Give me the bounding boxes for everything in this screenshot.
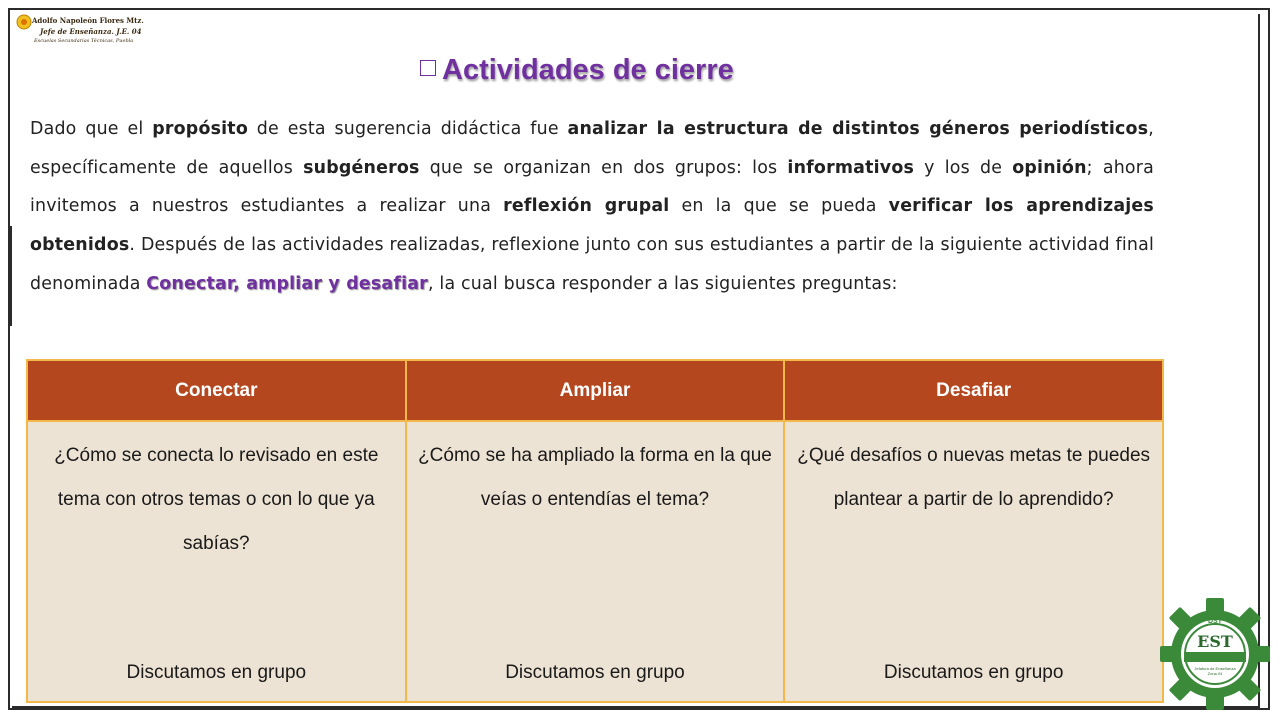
text-run: que se organizan en dos grupos: los <box>419 157 788 178</box>
table-header-row <box>27 360 1163 421</box>
question-conectar: ¿Cómo se conecta lo revisado en este tema con otros temas o con lo que ya sabías? <box>54 445 379 554</box>
gear-logo-caption: Jefatura de Enseñanza Zona 04 <box>1194 666 1236 676</box>
header-ampliar: Ampliar <box>406 360 785 421</box>
bold-run: informativos <box>787 157 915 178</box>
author-logo <box>14 12 144 48</box>
bold-run: propósito <box>152 119 248 139</box>
intro-paragraph <box>30 110 1154 304</box>
discussion-ampliar: Discutamos en grupo <box>505 662 685 683</box>
gear-logo <box>1158 596 1272 712</box>
cell-ampliar <box>406 421 785 702</box>
logo-line-2: Jefe de Enseñanza. J.E. 04 <box>40 27 142 36</box>
text-run: , la cual busca responder a las siguientes preguntas: <box>427 273 898 294</box>
cell-conectar <box>27 421 406 702</box>
bold-run: analizar la estructura de distintos géneros periodísticos <box>567 119 1149 139</box>
frame-accent <box>8 226 12 326</box>
cell-desafiar <box>784 421 1163 702</box>
page-title <box>420 54 734 87</box>
logo-line-3: Escuelas Secundarias Técnicas, Puebla <box>34 38 134 44</box>
table-row <box>27 421 1163 702</box>
text-run: Dado que el <box>30 119 153 139</box>
discussion-desafiar: Discutamos en grupo <box>883 662 1064 683</box>
gear-logo-icon <box>1158 596 1272 712</box>
header-desafiar: Desafiar <box>784 360 1163 421</box>
question-ampliar: ¿Cómo se ha ampliado la forma en la que veías o entendías el tema? <box>418 445 772 510</box>
bold-run: reflexión grupal <box>503 196 670 217</box>
activity-name-highlight: Conectar, ampliar y desafiar <box>146 273 428 294</box>
text-run: de esta sugerencia didáctica fue <box>247 119 568 139</box>
logo-line-1: Adolfo Napoleón Flores Mtz. <box>32 16 144 25</box>
gear-logo-top: DST <box>1208 618 1222 625</box>
question-desafiar: ¿Qué desafíos o nuevas metas te puedes plantear a partir de lo aprendido? <box>797 445 1151 510</box>
page-title-text: Actividades de cierre <box>442 54 734 86</box>
text-run: en la que se pueda <box>669 196 889 217</box>
bold-run: opinión <box>1012 157 1087 178</box>
sun-logo-icon <box>14 12 34 32</box>
text-run: y los de <box>914 157 1013 178</box>
bold-run: subgéneros <box>303 157 420 178</box>
text-run: . Después de las actividades realizadas, reflexione junto con sus estudiantes a partir de la siguiente actividad final denominada <box>30 235 1154 294</box>
header-conectar: Conectar <box>27 360 406 421</box>
activity-table <box>26 359 1164 703</box>
square-bullet-icon <box>420 60 436 76</box>
bold-run: verificar los aprendizajes obtenidos <box>30 196 1154 256</box>
discussion-conectar: Discutamos en grupo <box>126 662 307 683</box>
gear-logo-letters: EST <box>1197 632 1233 651</box>
text-run: ; ahora invitemos a nuestros estudiantes a realizar una <box>30 157 1154 217</box>
text-run: , específicamente de aquellos <box>30 119 1154 178</box>
